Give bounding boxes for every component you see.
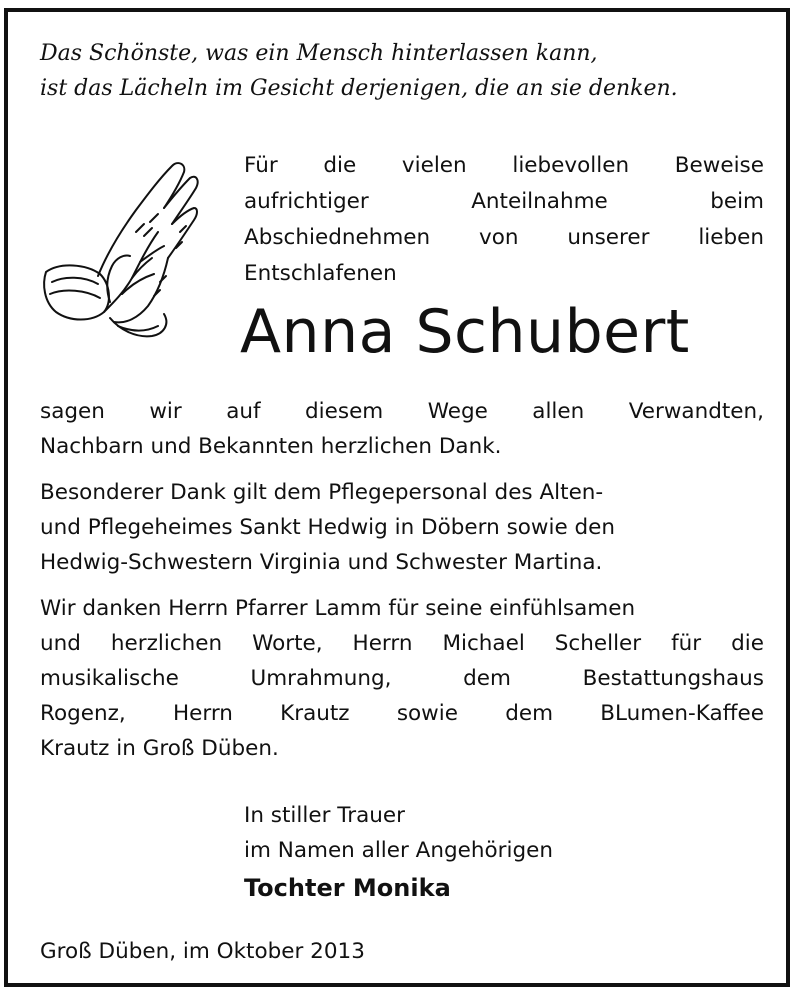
intro-word: vielen bbox=[401, 153, 467, 178]
p3-word: und bbox=[40, 631, 81, 656]
motto-line-2: ist das Lächeln im Gesicht derjenigen, die an sie denken. bbox=[40, 76, 678, 101]
paragraph-3-line-4 bbox=[40, 696, 764, 731]
paragraph-3 bbox=[40, 591, 764, 766]
p3-word: sowie bbox=[396, 701, 458, 726]
p1-word: auf bbox=[226, 399, 261, 424]
p3-word: herzlichen bbox=[110, 631, 223, 656]
paragraph-1-line-1 bbox=[40, 394, 764, 429]
p3-word: für bbox=[671, 631, 702, 656]
intro-word: Abschiednehmen bbox=[244, 225, 431, 250]
p1-word: allen bbox=[532, 399, 585, 424]
p3-word: Krautz bbox=[280, 701, 350, 726]
p3-word: Herrn bbox=[172, 701, 233, 726]
intro-word: die bbox=[323, 153, 357, 178]
p3-word: Herrn bbox=[352, 631, 413, 656]
intro-text bbox=[244, 148, 764, 292]
p3-word: Rogenz, bbox=[40, 701, 126, 726]
place-date: Groß Düben, im Oktober 2013 bbox=[40, 939, 365, 964]
paragraph-1-line-2: Nachbarn und Bekannten herzlichen Dank. bbox=[40, 434, 502, 459]
paragraph-1 bbox=[40, 394, 764, 464]
intro-line-2 bbox=[244, 184, 764, 220]
intro-word: Für bbox=[244, 153, 278, 178]
motto-quote bbox=[40, 36, 770, 106]
signature-line-1: In stiller Trauer bbox=[244, 803, 405, 828]
paragraph-3-line-5: Krautz in Groß Düben. bbox=[40, 736, 279, 761]
intro-word: von bbox=[478, 225, 519, 250]
p1-word: diesem bbox=[305, 399, 384, 424]
intro-word: unserer bbox=[567, 225, 650, 250]
paragraph-2-line-2: und Pflegeheimes Sankt Hedwig in Döbern sowie den bbox=[40, 515, 616, 540]
paragraph-3-line-2 bbox=[40, 626, 764, 661]
intro-line-4: Entschlafenen bbox=[244, 261, 397, 286]
p3-word: Umrahmung, bbox=[250, 666, 392, 691]
p3-word: die bbox=[731, 631, 764, 656]
intro-word: lieben bbox=[698, 225, 764, 250]
p1-word: Wege bbox=[427, 399, 488, 424]
thanks-body bbox=[40, 394, 764, 777]
intro-word: beim bbox=[710, 189, 764, 214]
p3-word: BLumen-Kaffee bbox=[600, 701, 764, 726]
paragraph-2-line-1: Besonderer Dank gilt dem Pflegepersonal des Alten- bbox=[40, 480, 604, 505]
p1-word: wir bbox=[149, 399, 182, 424]
paragraph-3-line-3 bbox=[40, 661, 764, 696]
p3-word: Bestattungshaus bbox=[582, 666, 764, 691]
paragraph-2 bbox=[40, 475, 764, 580]
signature-line-2: im Namen aller Angehörigen bbox=[244, 838, 553, 863]
intro-line-3 bbox=[244, 220, 764, 256]
p3-word: Scheller bbox=[554, 631, 642, 656]
motto-line-1: Das Schönste, was ein Mensch hinterlassen kann, bbox=[40, 41, 598, 66]
paragraph-2-line-3: Hedwig-Schwestern Virginia und Schwester Martina. bbox=[40, 550, 603, 575]
obituary-notice bbox=[4, 8, 790, 987]
signature-block bbox=[244, 798, 764, 908]
intro-word: aufrichtiger bbox=[244, 189, 369, 214]
intro-word: Beweise bbox=[674, 153, 764, 178]
intro-word: liebevollen bbox=[512, 153, 630, 178]
paragraph-3-line-1: Wir danken Herrn Pfarrer Lamm für seine einfühlsamen bbox=[40, 596, 636, 621]
p3-word: Michael bbox=[442, 631, 525, 656]
deceased-name: Anna Schubert bbox=[240, 297, 690, 367]
p1-word: Verwandten, bbox=[628, 399, 764, 424]
intro-line-1 bbox=[244, 148, 764, 184]
signer-name: Tochter Monika bbox=[244, 874, 451, 902]
intro-word: Anteilnahme bbox=[471, 189, 608, 214]
p3-word: dem bbox=[463, 666, 511, 691]
praying-hands-icon bbox=[40, 152, 200, 352]
p3-word: musikalische bbox=[40, 666, 179, 691]
p1-word: sagen bbox=[40, 399, 105, 424]
p3-word: Worte, bbox=[252, 631, 323, 656]
p3-word: dem bbox=[505, 701, 554, 726]
